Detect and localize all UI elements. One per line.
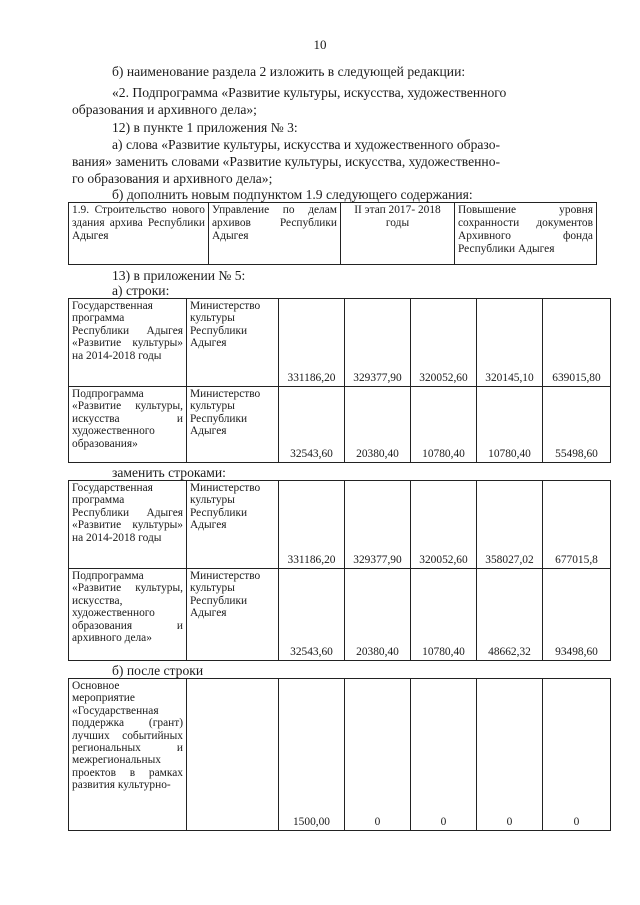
text-line-9: 13) в приложении № 5: <box>112 268 246 283</box>
value-cell: 329377,90 <box>345 299 411 387</box>
table-row <box>69 679 611 831</box>
value-cell: 0 <box>345 679 411 831</box>
value-cell: 677015,8 <box>543 481 611 569</box>
text-line-11: заменить строками: <box>112 465 226 480</box>
table-subitem-1-9 <box>68 202 597 265</box>
table-row <box>69 481 611 569</box>
subprogram-name-cell: Подпрограмма «Развитие культуры, искусства, художественного образования и архивного дела» <box>69 569 187 661</box>
value-cell: 10780,40 <box>411 387 477 463</box>
text-line-1: б) наименование раздела 2 изложить в следующей редакции: <box>112 64 466 79</box>
value-cell: 329377,90 <box>345 481 411 569</box>
ministry-cell: Министерство культуры Республики Адыгея <box>187 299 279 387</box>
value-cell: 331186,20 <box>279 299 345 387</box>
text-line-5: а) слова «Развитие культуры, искусства и художественного образо- <box>112 137 501 152</box>
table-cell-measure: 1.9. Строительство нового здания архива Республики Адыгея <box>69 203 209 265</box>
ministry-cell: Министерство культуры Республики Адыгея <box>187 569 279 661</box>
value-cell: 48662,32 <box>477 569 543 661</box>
value-cell: 0 <box>477 679 543 831</box>
value-cell: 320145,10 <box>477 299 543 387</box>
table-row <box>69 203 597 265</box>
value-cell: 55498,60 <box>543 387 611 463</box>
table-old-rows <box>68 298 611 463</box>
text-line-2: «2. Подпрограмма «Развитие культуры, искусства, художественного <box>112 85 507 100</box>
value-cell: 10780,40 <box>477 387 543 463</box>
text-line-6: вания» заменить словами «Развитие культуры, искусства, художественно- <box>72 154 501 169</box>
value-cell: 331186,20 <box>279 481 345 569</box>
value-cell: 320052,60 <box>411 299 477 387</box>
program-name-cell: Государственная программа Республики Адыгея «Развитие культуры» на 2014-2018 годы <box>69 299 187 387</box>
value-cell: 20380,40 <box>345 569 411 661</box>
text-line-8: б) дополнить новым подпунктом 1.9 следующего содержания: <box>112 187 473 202</box>
value-cell: 1500,00 <box>279 679 345 831</box>
table-after-row <box>68 678 611 831</box>
table-row <box>69 299 611 387</box>
value-cell: 93498,60 <box>543 569 611 661</box>
table-row <box>69 387 611 463</box>
executor-cell <box>187 679 279 831</box>
value-cell: 10780,40 <box>411 569 477 661</box>
table-row <box>69 569 611 661</box>
value-cell: 0 <box>411 679 477 831</box>
text-line-10: а) строки: <box>112 283 170 298</box>
table-cell-executor: Управление по делам архивов Республики Адыгея <box>209 203 341 265</box>
text-line-7: го образования и архивного дела»; <box>72 171 273 186</box>
text-line-4: 12) в пункте 1 приложения № 3: <box>112 120 298 135</box>
value-cell: 639015,80 <box>543 299 611 387</box>
measure-name-cell: Основное мероприятие «Государственная поддержка (грант) лучших событийных региональных и межрегиональных проектов в рамках развития культурно- <box>69 679 187 831</box>
value-cell: 32543,60 <box>279 569 345 661</box>
page-number: 10 <box>313 37 327 52</box>
value-cell: 320052,60 <box>411 481 477 569</box>
value-cell: 32543,60 <box>279 387 345 463</box>
ministry-cell: Министерство культуры Республики Адыгея <box>187 481 279 569</box>
subprogram-name-cell: Подпрограмма «Развитие культуры, искусства и художественного образования» <box>69 387 187 463</box>
program-name-cell: Государственная программа Республики Адыгея «Развитие культуры» на 2014-2018 годы <box>69 481 187 569</box>
value-cell: 20380,40 <box>345 387 411 463</box>
value-cell: 358027,02 <box>477 481 543 569</box>
text-line-12: б) после строки <box>112 663 204 678</box>
table-cell-result: Повышение уровня сохранности документов Архивного фонда Республики Адыгея <box>455 203 597 265</box>
text-line-3: образования и архивного дела»; <box>72 102 257 117</box>
value-cell: 0 <box>543 679 611 831</box>
table-new-rows <box>68 480 611 661</box>
table-cell-period: II этап 2017- 2018 годы <box>341 203 455 265</box>
ministry-cell: Министерство культуры Республики Адыгея <box>187 387 279 463</box>
